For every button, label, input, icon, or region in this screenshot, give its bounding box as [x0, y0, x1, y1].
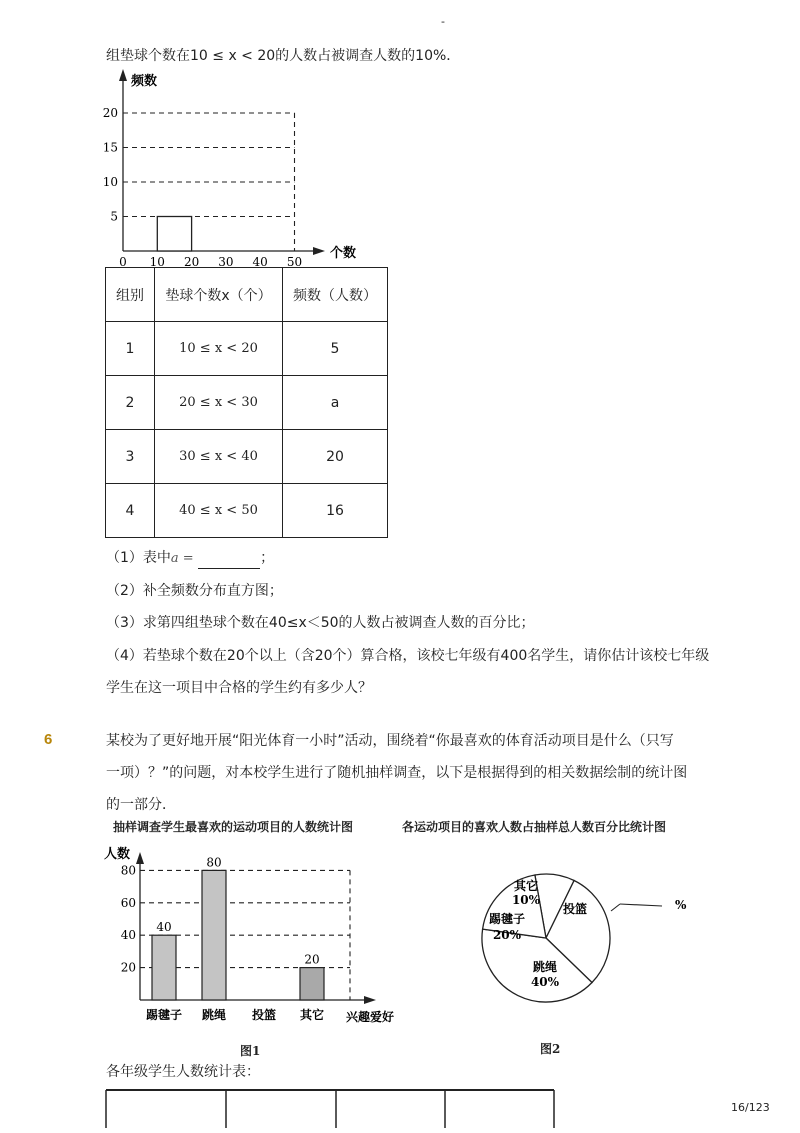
pie-value-other: 10% [511, 893, 541, 907]
table-row: 1 10 ≤ x < 20 5 [106, 322, 388, 376]
histogram-ytick: 10 [102, 175, 118, 189]
page-number: 16/123 [731, 1101, 770, 1114]
question-3: （3）求第四组垫球个数在40≤x＜50的人数占被调查人数的百分比； [106, 615, 535, 631]
pie-callout-line [620, 904, 662, 906]
table-row: 4 40 ≤ x < 50 16 [106, 484, 388, 538]
header-range: 垫球个数x（个） [155, 268, 283, 322]
table-row: 2 20 ≤ x < 30 a [106, 376, 388, 430]
grade-table-label: 各年级学生人数统计表： [106, 1064, 260, 1080]
pie-value-shuttlecock: 20% [492, 928, 522, 942]
bar-ytick: 40 [120, 928, 136, 943]
bar-category-label: 踢毽子 [145, 1008, 183, 1022]
frequency-histogram [95, 65, 365, 270]
figure-1-caption: 图1 [240, 1044, 261, 1058]
bar-chart-bar [300, 968, 324, 1000]
bar-value-label: 20 [304, 952, 320, 967]
header-frequency: 频数（人数） [283, 268, 388, 322]
histogram-xtick: 30 [218, 255, 234, 269]
bar-chart-xlabel: 兴趣爱好 [346, 1010, 395, 1024]
bar-category-label: 投篮 [251, 1008, 277, 1022]
histogram-ytick: 15 [102, 140, 118, 155]
figure-2-caption: 图2 [540, 1042, 561, 1056]
header-group: 组别 [106, 268, 155, 322]
histogram-xtick: 20 [183, 255, 200, 269]
pie-label-jumprope: 跳绳 [532, 960, 558, 974]
pie-label-basketball: 投篮 [562, 902, 588, 916]
histogram-bar [157, 217, 191, 252]
problem-number: 6 [44, 731, 53, 748]
bar-value-label: 40 [156, 920, 172, 935]
pie-callout-percent: % [675, 898, 687, 912]
bar-ytick: 80 [120, 863, 136, 878]
histogram-xlabel: 个数 [330, 246, 357, 261]
pie-value-jumprope: 40% [530, 975, 560, 989]
table-row: 3 30 ≤ x < 40 20 [106, 430, 388, 484]
problem6-line2: 一项）？”的问题，对本校学生进行了随机抽样调查，以下是根据得到的相关数据绘制的统计图 [106, 765, 688, 781]
bar-y-arrow-icon [136, 852, 144, 864]
bar-chart-bar [152, 935, 176, 1000]
frequency-table [105, 267, 388, 538]
sports-bar-chart [100, 838, 410, 1038]
bar-chart-bar [202, 870, 226, 1000]
table-header-row [106, 268, 388, 322]
histogram-bars [157, 217, 191, 252]
histogram-xtick: 10 [149, 255, 165, 269]
bar-chart-title: 抽样调查学生最喜欢的运动项目的人数统计图 [113, 820, 354, 834]
question-2: （2）补全频数分布直方图； [106, 583, 283, 599]
pie-chart-title: 各运动项目的喜欢人数占抽样总人数百分比统计图 [402, 820, 667, 834]
pie-label-other: 其它 [513, 879, 539, 893]
bar-chart-ylabel: 人数 [104, 847, 131, 862]
question-1: （1）表中a = ； [106, 548, 274, 569]
histogram-xtick: 0 [119, 255, 127, 269]
x-axis-arrow-icon [313, 247, 325, 255]
histogram-gridlines [123, 113, 295, 251]
answer-blank[interactable] [198, 554, 260, 569]
intro-line: 组垫球个数在10 ≤ x < 20的人数占被调查人数的10%． [106, 48, 461, 64]
bar-category-label: 跳绳 [201, 1008, 227, 1022]
histogram-xtick: 50 [286, 255, 303, 269]
problem6-line1: 某校为了更好地开展“阳光体育一小时”活动，围绕着“你最喜欢的体育活动项目是什么（只写 [106, 733, 674, 749]
histogram-ytick: 5 [110, 209, 118, 224]
problem6-line3: 的一部分． [106, 797, 176, 813]
pie-label-shuttlecock: 踢毽子 [488, 912, 526, 926]
bar-ytick: 20 [120, 960, 136, 975]
y-axis-arrow-icon [119, 69, 127, 81]
header-mark: - [441, 15, 445, 28]
sports-pie-chart [470, 855, 710, 1015]
bar-x-arrow-icon [364, 996, 376, 1004]
histogram-ylabel: 频数 [131, 74, 158, 89]
histogram-xtick: 40 [252, 255, 268, 269]
bar-category-label: 其它 [299, 1008, 325, 1022]
histogram-ytick: 20 [102, 106, 118, 120]
question-4-line2: 学生在这一项目中合格的学生约有多少人？ [106, 680, 372, 696]
bar-value-label: 80 [206, 855, 222, 870]
grade-table-top [104, 1088, 556, 1128]
question-4-line1: （4）若垫球个数在20个以上（含20个）算合格，该校七年级有400名学生，请你估计该校七年级 [106, 648, 710, 664]
bar-ytick: 60 [120, 895, 136, 910]
